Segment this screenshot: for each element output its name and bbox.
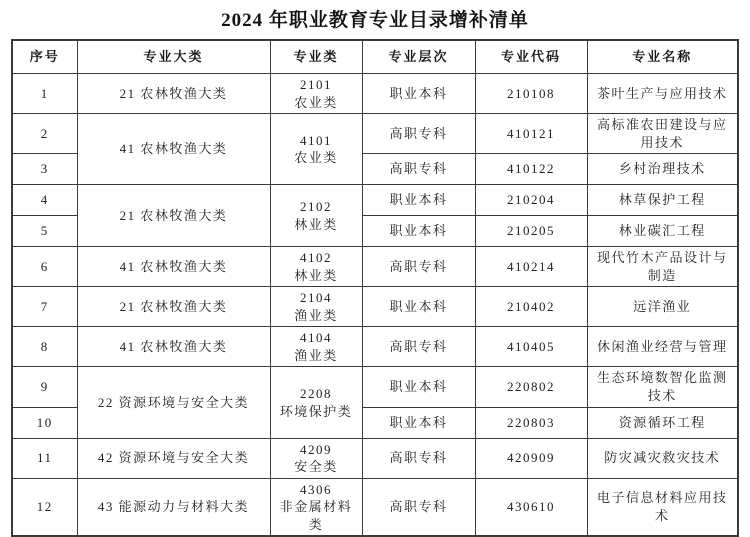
name-cell: 远洋渔业 bbox=[587, 287, 738, 327]
major-class-name: 农业类 bbox=[294, 150, 338, 166]
major-class-code: 2102 bbox=[300, 199, 332, 215]
serial-cell: 10 bbox=[12, 407, 77, 438]
page-title: 2024 年职业教育专业目录增补清单 bbox=[221, 10, 529, 31]
major-category-cell: 22 资源环境与安全大类 bbox=[77, 367, 270, 438]
serial-cell: 5 bbox=[12, 216, 77, 247]
level-cell: 高职专科 bbox=[362, 154, 475, 185]
major-class-cell bbox=[270, 74, 362, 114]
name-cell: 乡村治理技术 bbox=[587, 154, 738, 185]
header-major-class: 专业类 bbox=[270, 40, 362, 74]
code-cell: 410121 bbox=[475, 114, 587, 154]
table-row bbox=[12, 327, 738, 367]
major-class-name: 农业类 bbox=[294, 94, 338, 110]
major-category-cell: 41 农林牧渔大类 bbox=[77, 327, 270, 367]
major-class-code: 4101 bbox=[300, 132, 332, 148]
major-class-cell bbox=[270, 114, 362, 185]
major-class-code: 4209 bbox=[300, 441, 332, 457]
major-class-cell bbox=[270, 327, 362, 367]
code-cell: 210402 bbox=[475, 287, 587, 327]
major-class-code: 4306 bbox=[300, 481, 332, 497]
major-class-code: 2208 bbox=[300, 385, 332, 401]
name-cell: 林草保护工程 bbox=[587, 185, 738, 216]
name-cell: 电子信息材料应用技术 bbox=[587, 478, 738, 536]
major-class-cell bbox=[270, 287, 362, 327]
major-category-cell: 43 能源动力与材料大类 bbox=[77, 478, 270, 536]
major-class-cell bbox=[270, 185, 362, 247]
major-class-name: 安全类 bbox=[294, 459, 338, 475]
table-row bbox=[12, 367, 738, 407]
code-cell: 220803 bbox=[475, 407, 587, 438]
name-cell: 现代竹木产品设计与制造 bbox=[587, 247, 738, 287]
level-cell: 职业本科 bbox=[362, 287, 475, 327]
major-class-name: 林业类 bbox=[294, 267, 338, 283]
name-cell: 生态环境数智化监测技术 bbox=[587, 367, 738, 407]
level-cell: 高职专科 bbox=[362, 247, 475, 287]
level-cell: 高职专科 bbox=[362, 327, 475, 367]
major-class-cell bbox=[270, 438, 362, 478]
major-class-cell bbox=[270, 367, 362, 438]
serial-cell: 12 bbox=[12, 478, 77, 536]
major-class-name: 环境保护类 bbox=[279, 403, 353, 419]
code-cell: 420909 bbox=[475, 438, 587, 478]
name-cell: 高标准农田建设与应用技术 bbox=[587, 114, 738, 154]
code-cell: 220802 bbox=[475, 367, 587, 407]
serial-cell: 8 bbox=[12, 327, 77, 367]
header-code: 专业代码 bbox=[475, 40, 587, 74]
serial-cell: 3 bbox=[12, 154, 77, 185]
header-major-category: 专业大类 bbox=[77, 40, 270, 74]
table-row bbox=[12, 478, 738, 536]
table-row bbox=[12, 247, 738, 287]
major-category-cell: 42 资源环境与安全大类 bbox=[77, 438, 270, 478]
major-category-cell: 21 农林牧渔大类 bbox=[77, 185, 270, 247]
table-row bbox=[12, 185, 738, 216]
code-cell: 210204 bbox=[475, 185, 587, 216]
table-header-row bbox=[12, 40, 738, 74]
name-cell: 资源循环工程 bbox=[587, 407, 738, 438]
major-category-cell: 21 农林牧渔大类 bbox=[77, 287, 270, 327]
level-cell: 职业本科 bbox=[362, 185, 475, 216]
level-cell: 职业本科 bbox=[362, 74, 475, 114]
header-serial: 序号 bbox=[12, 40, 77, 74]
major-class-cell bbox=[270, 247, 362, 287]
header-level: 专业层次 bbox=[362, 40, 475, 74]
major-class-code: 2104 bbox=[300, 290, 332, 306]
table-row bbox=[12, 74, 738, 114]
table-row bbox=[12, 438, 738, 478]
serial-cell: 4 bbox=[12, 185, 77, 216]
serial-cell: 1 bbox=[12, 74, 77, 114]
table-row bbox=[12, 287, 738, 327]
major-class-cell bbox=[270, 478, 362, 536]
code-cell: 410214 bbox=[475, 247, 587, 287]
code-cell: 430610 bbox=[475, 478, 587, 536]
major-category-cell: 41 农林牧渔大类 bbox=[77, 247, 270, 287]
serial-cell: 7 bbox=[12, 287, 77, 327]
name-cell: 休闲渔业经营与管理 bbox=[587, 327, 738, 367]
name-cell: 防灾减灾救灾技术 bbox=[587, 438, 738, 478]
code-cell: 410405 bbox=[475, 327, 587, 367]
serial-cell: 2 bbox=[12, 114, 77, 154]
major-class-name: 林业类 bbox=[294, 216, 338, 232]
major-category-cell: 21 农林牧渔大类 bbox=[77, 74, 270, 114]
name-cell: 林业碳汇工程 bbox=[587, 216, 738, 247]
level-cell: 高职专科 bbox=[362, 114, 475, 154]
name-cell: 茶叶生产与应用技术 bbox=[587, 74, 738, 114]
major-class-name: 渔业类 bbox=[294, 307, 338, 323]
code-cell: 210108 bbox=[475, 74, 587, 114]
header-name: 专业名称 bbox=[587, 40, 738, 74]
level-cell: 高职专科 bbox=[362, 478, 475, 536]
level-cell: 职业本科 bbox=[362, 407, 475, 438]
major-class-code: 2101 bbox=[300, 77, 332, 92]
major-class-name: 渔业类 bbox=[294, 347, 338, 363]
catalog-table bbox=[11, 39, 739, 537]
major-category-cell: 41 农林牧渔大类 bbox=[77, 114, 270, 185]
level-cell: 高职专科 bbox=[362, 438, 475, 478]
major-class-code: 4104 bbox=[300, 330, 332, 346]
code-cell: 410122 bbox=[475, 154, 587, 185]
level-cell: 职业本科 bbox=[362, 216, 475, 247]
level-cell: 职业本科 bbox=[362, 367, 475, 407]
serial-cell: 11 bbox=[12, 438, 77, 478]
major-class-name: 非金属材料类 bbox=[279, 499, 353, 532]
serial-cell: 9 bbox=[12, 367, 77, 407]
table-row bbox=[12, 114, 738, 154]
serial-cell: 6 bbox=[12, 247, 77, 287]
major-class-code: 4102 bbox=[300, 250, 332, 266]
code-cell: 210205 bbox=[475, 216, 587, 247]
